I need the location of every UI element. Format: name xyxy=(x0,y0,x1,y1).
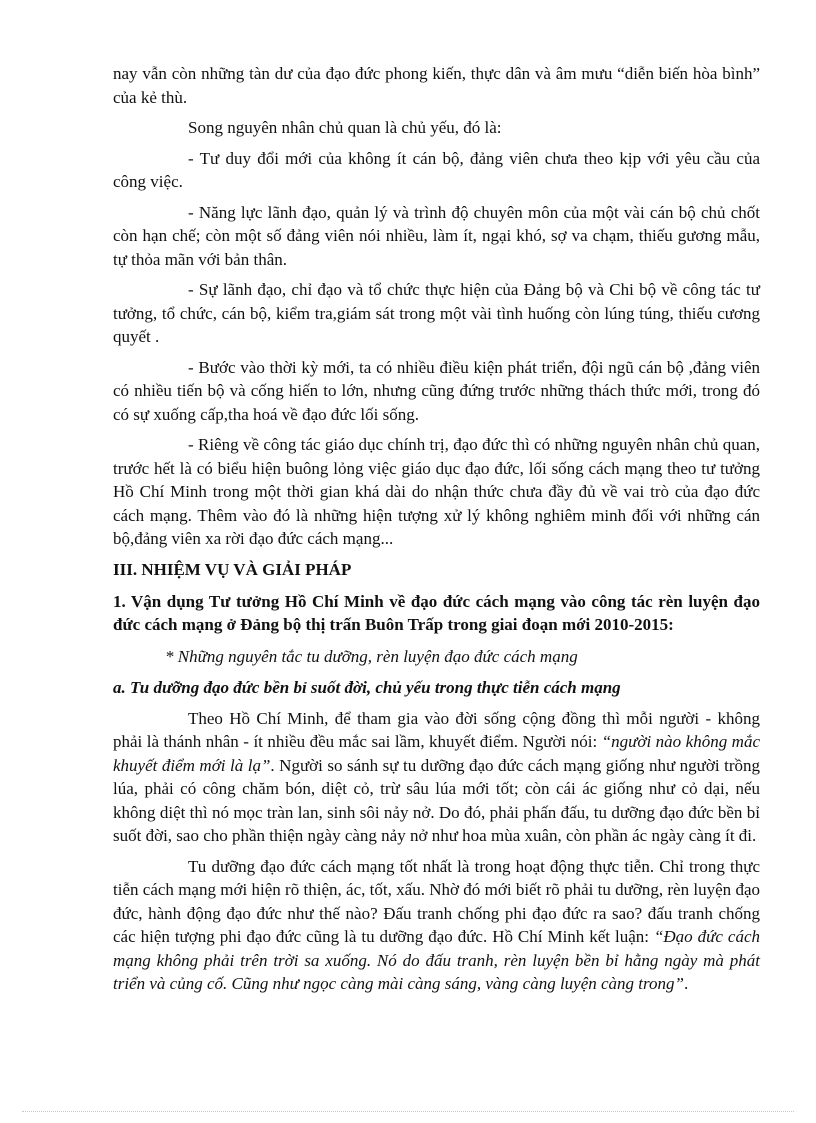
quote-run: “người nào không mắc khuyết điểm mới là lạ” xyxy=(113,732,761,775)
paragraph-cause-capacity: - Năng lực lãnh đạo, quản lý và trình độ chuyên môn của một vài cán bộ chủ chốt còn hạn chế; còn một số đảng viên nói nhiều, làm ít, ngại khó, sợ va chạm, thiếu gương mẫu, tự thỏa mãn với bản thân. xyxy=(113,202,760,269)
text-run: . xyxy=(683,974,689,993)
paragraph-cause-new-era: - Bước vào thời kỳ mới, ta có nhiều điều kiện phát triển, đội ngũ cán bộ ,đảng viên có nhiều tiến bộ và cống hiến to lớn, nhưng cũng đứng trước những thách thức mới, trong đó có sự xuống cấp,tha hoá về đạo đức lối sống. xyxy=(113,357,760,424)
document-page xyxy=(113,62,760,996)
principles-note: * Những nguyên tắc tu dưỡng, rèn luyện đạo đức cách mạng xyxy=(165,646,578,666)
paragraph-ho-chi-minh-view xyxy=(113,707,760,848)
paragraph-cause-leadership: - Sự lãnh đạo, chỉ đạo và tổ chức thực hiện của Đảng bộ và Chi bộ về công tác tư tưởng, tổ chức, cán bộ, kiểm tra,giám sát trong một vài tình huống còn lúng túng, thiếu cương quyết . xyxy=(113,280,760,346)
section-heading: III. NHIỆM VỤ VÀ GIẢI PHÁP xyxy=(113,559,352,579)
point-a-heading: a. Tu dưỡng đạo đức bền bỉ suốt đời, chủ yếu trong thực tiễn cách mạng xyxy=(113,678,621,697)
page-bottom-divider xyxy=(22,1111,794,1112)
paragraph-cause-thinking: - Tư duy đổi mới của không ít cán bộ, đảng viên chưa theo kịp với yêu cầu của công việc. xyxy=(113,148,760,191)
paragraph-subjective-causes: Song nguyên nhân chủ quan là chủ yếu, đó là: xyxy=(188,118,502,137)
quote-run: “Đạo đức cách mạng không phải trên trời sa xuống. Nó do đấu tranh, rèn luyện bền bỉ hằng ngày mà phát triển và củng cố. Cũng như ngọc càng mài càng sáng, vàng càng luyện càng trong” xyxy=(113,927,761,993)
text-run: Theo Hồ Chí Minh, để tham gia vào đời sống cộng đồng thì mỗi người - không phải là thánh nhân - ít nhiều đều mắc sai lầm, khuyết điểm. Người nói: xyxy=(113,708,760,751)
text-run: . Người so sánh sự tu dưỡng đạo đức cách mạng giống như người trồng lúa, phải có công chăm bón, diệt cỏ, trừ sâu lúa mới tốt; còn cái ác giống như cỏ dại, nếu không diệt thì nó mọc tràn lan, sinh sôi nảy nở. Do đó, phải phấn đấu, tu dưỡng đạo đức bền bỉ suốt đời, sao cho phần thiện ngày càng nảy nở như hoa mùa xuân, còn phần ác ngày càng ít đi. xyxy=(113,755,760,845)
paragraph-continuation: nay vẫn còn những tàn dư của đạo đức phong kiến, thực dân và âm mưu “diễn biến hòa bình” của kẻ thù. xyxy=(113,64,760,107)
text-run: Tu dưỡng đạo đức cách mạng tốt nhất là trong hoạt động thực tiễn. Chỉ trong thực tiễn cách mạng mới hiện rõ thiện, ác, tốt, xấu. Nhờ đó mới biết rõ phải tu dưỡng, rèn luyện đạo đức, hành động đạo đức như thế nào? Đấu tranh chống phi đạo đức ra sao? đấu tranh chống các hiện tượng phi đạo đức cũng là tu dưỡng đạo đức. Hồ Chí Minh kết luận: xyxy=(113,856,760,946)
paragraph-cause-education: - Riêng về công tác giáo dục chính trị, đạo đức thì có những nguyên nhân chủ quan, trước hết là có biểu hiện buông lỏng việc giáo dục đạo đức, lối sống cách mạng theo tư tưởng Hồ Chí Minh trong một thời gian khá dài do nhận thức chưa đầy đủ về vai trò của đạo đức cách mạng. Thêm vào đó là những hiện tượng xử lý không nghiêm minh đối với những cán bộ,đảng viên xa rời đạo đức cách mạng... xyxy=(113,435,760,548)
paragraph-practice xyxy=(113,855,760,996)
subsection-heading: 1. Vận dụng Tư tưởng Hồ Chí Minh về đạo đức cách mạng vào công tác rèn luyện đạo đức cách mạng ở Đảng bộ thị trấn Buôn Trấp trong giai đoạn mới 2010-2015: xyxy=(113,591,760,634)
